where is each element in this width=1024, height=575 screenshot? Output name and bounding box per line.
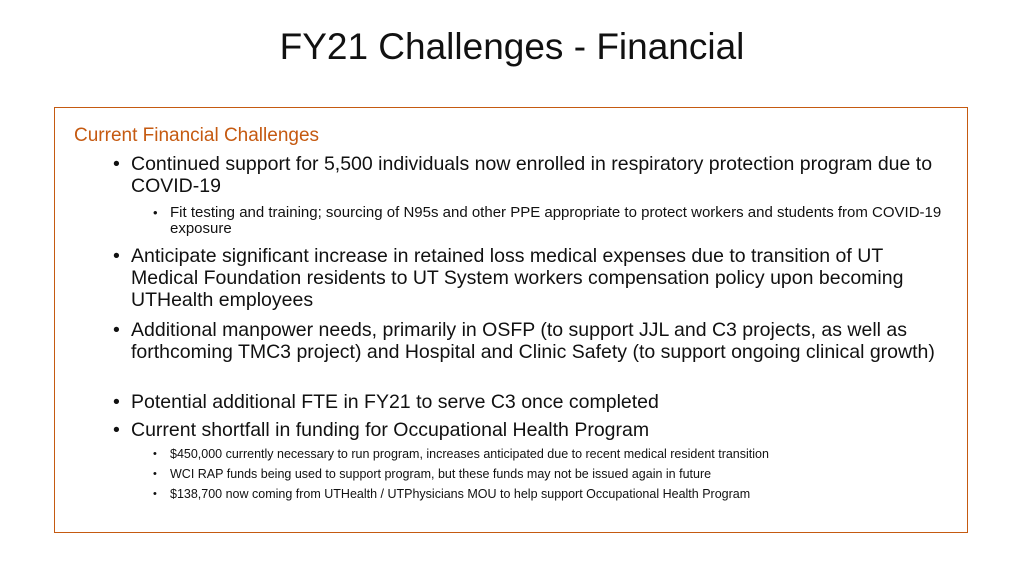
bullet-item — [113, 319, 951, 363]
bullet-icon: • — [113, 245, 120, 267]
bullet-icon: • — [153, 468, 157, 480]
content-box — [54, 107, 968, 533]
bullet-icon: • — [153, 448, 157, 460]
bullet-icon: • — [113, 391, 120, 413]
bullet-text: Anticipate significant increase in retained loss medical expenses due to transition of UT Medical Foundation residents to UT System workers compensation policy upon becoming UTHealth employees — [131, 245, 904, 311]
sub-bullet-item — [153, 204, 960, 237]
bullet-icon: • — [153, 488, 157, 500]
bullet-item — [113, 419, 951, 441]
bullet-text: $450,000 currently necessary to run program, increases anticipated due to recent medical resident transition — [170, 447, 769, 461]
bullet-icon: • — [113, 153, 120, 175]
bullet-text: Potential additional FTE in FY21 to serve C3 once completed — [131, 391, 659, 413]
bullet-item — [113, 391, 951, 413]
sub-bullet-item — [153, 446, 960, 462]
bullet-item — [113, 245, 951, 311]
bullet-icon: • — [113, 319, 120, 341]
sub-bullet-item — [153, 466, 960, 482]
sub-bullet-item — [153, 486, 960, 502]
section-heading: Current Financial Challenges — [74, 125, 320, 146]
bullet-text: Additional manpower needs, primarily in OSFP (to support JJL and C3 projects, as well as forthcoming TMC3 project) and Hospital and Clinic Safety (to support ongoing clinical growth) — [131, 319, 935, 363]
bullet-text: Continued support for 5,500 individuals now enrolled in respiratory protection program due to COVID-19 — [131, 153, 933, 197]
bullet-text: WCI RAP funds being used to support program, but these funds may not be issued again in future — [170, 467, 712, 481]
bullet-text: $138,700 now coming from UTHealth / UTPhysicians MOU to help support Occupational Health Program — [170, 487, 751, 501]
bullet-text: Current shortfall in funding for Occupational Health Program — [131, 419, 650, 441]
bullet-icon: • — [113, 419, 120, 441]
bullet-text: Fit testing and training; sourcing of N95s and other PPE appropriate to protect workers and students from COVID-19 exposure — [170, 204, 942, 237]
bullet-item — [113, 153, 951, 197]
bullet-icon: • — [153, 205, 158, 220]
slide-title: FY21 Challenges - Financial — [279, 26, 745, 67]
